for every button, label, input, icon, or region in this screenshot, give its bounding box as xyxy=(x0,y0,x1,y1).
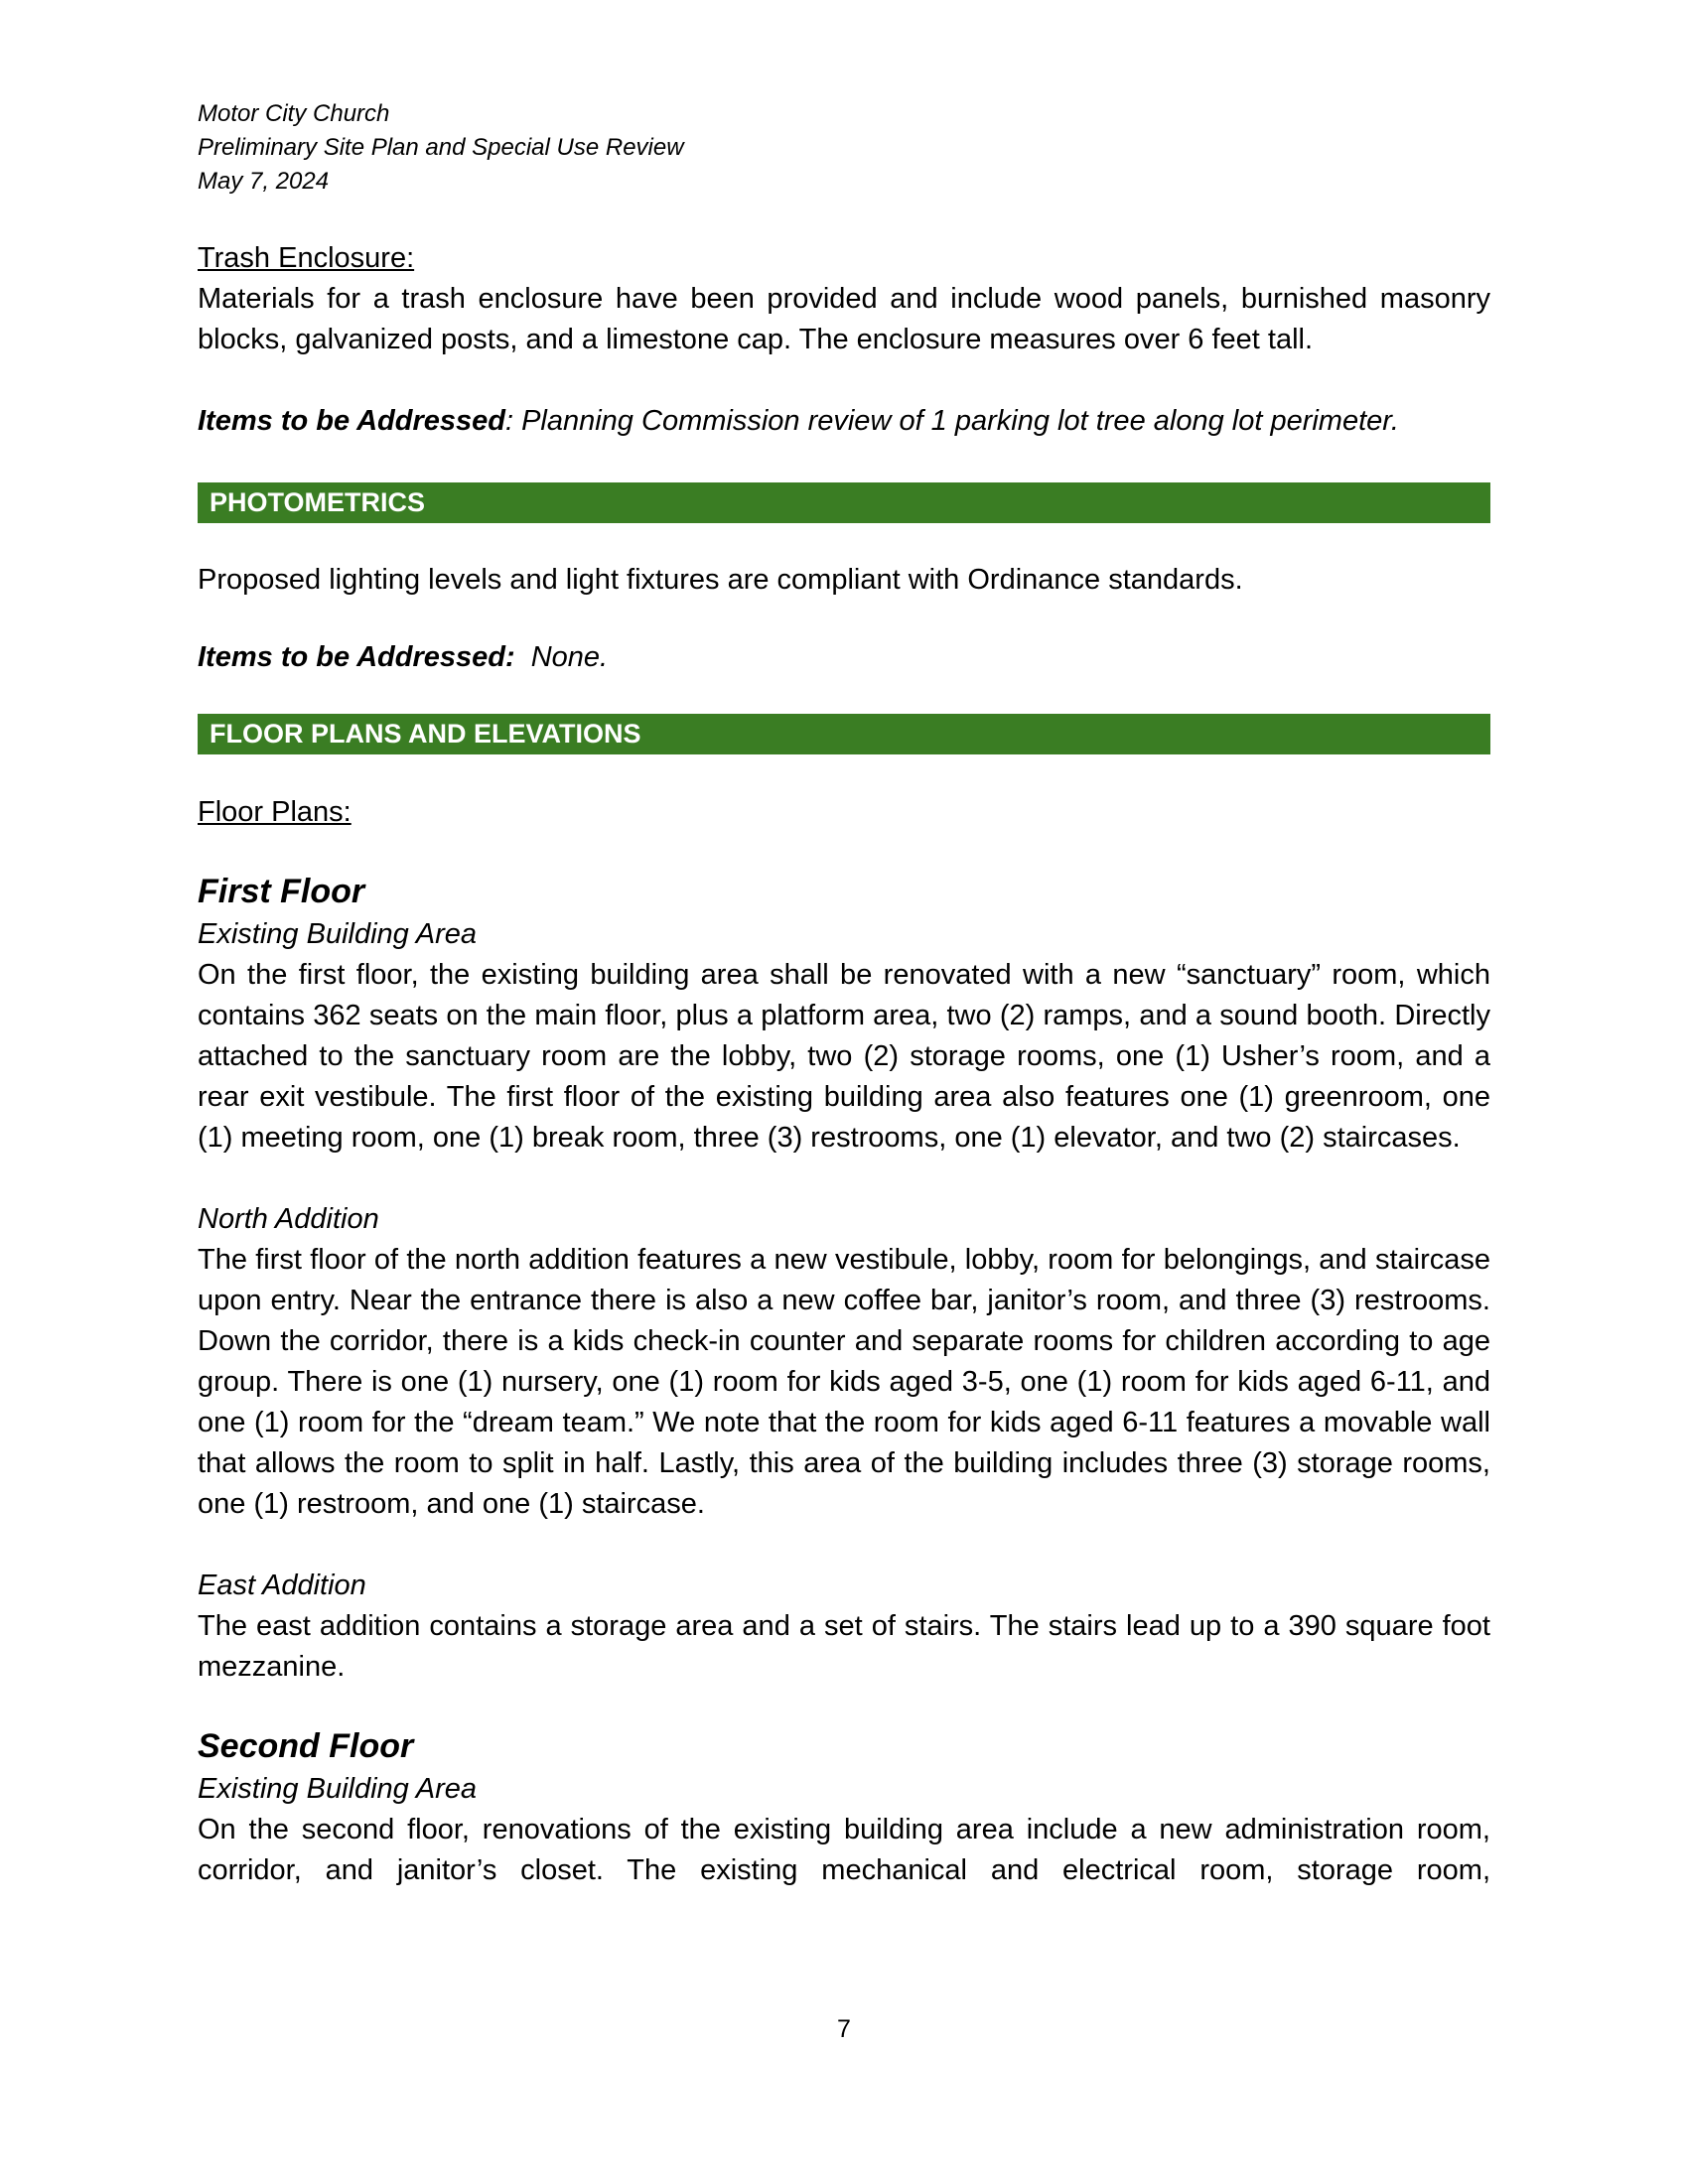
header-date: May 7, 2024 xyxy=(198,168,330,195)
header-org: Motor City Church xyxy=(198,100,390,127)
second-floor-existing-body: On the second floor, renovations of the existing building area include a new administration room, corridor, and janitor’s closet. The existing mechanical and electrical room, storage room, xyxy=(198,1814,1490,1886)
floor-plans-subheading: Floor Plans: xyxy=(198,796,352,828)
first-floor-existing-label: Existing Building Area xyxy=(198,918,478,950)
items-text: None. xyxy=(514,641,609,673)
north-addition-body: The first floor of the north addition features a new vestibule, lobby, room for belongings, and staircase upon entry. Near the entrance there is also a new coffee bar, janitor’s room, and three (3) restrooms. Down the corridor, there is a kids check-in counter and separate rooms for children according to age group. There is one (1) nursery, one (1) room for kids aged 3-5, one (1) room for kids aged 6-11, and one (1) room for the “dream team.” We note that the room for kids aged 6-11 features a movable wall that allows the room to split in half. Lastly, this area of the building includes three (3) storage rooms, one (1) restroom, and one (1) staircase. xyxy=(198,1244,1490,1520)
photometrics-items-to-address xyxy=(198,637,1490,678)
running-header xyxy=(198,97,1490,199)
header-title: Preliminary Site Plan and Special Use Review xyxy=(198,134,684,161)
section-bar-floor-plans: FLOOR PLANS AND ELEVATIONS xyxy=(198,714,1490,754)
trash-enclosure-heading: Trash Enclosure: xyxy=(198,242,415,274)
first-floor-heading: First Floor xyxy=(198,873,365,910)
page-number: 7 xyxy=(837,2015,851,2043)
items-label: Items to be Addressed: xyxy=(198,641,515,673)
page-content xyxy=(198,97,1490,1891)
trash-items-to-address xyxy=(198,401,1490,442)
north-addition-label: North Addition xyxy=(198,1203,379,1235)
section-bar-photometrics: PHOTOMETRICS xyxy=(198,482,1490,523)
items-label: Items to be Addressed xyxy=(198,405,505,437)
east-addition-body: The east addition contains a storage area and a set of stairs. The stairs lead up to a 390 square foot mezzanine. xyxy=(198,1610,1490,1683)
trash-enclosure-body: Materials for a trash enclosure have been provided and include wood panels, burnished masonry blocks, galvanized posts, and a limestone cap. The enclosure measures over 6 feet tall. xyxy=(198,283,1490,355)
first-floor-existing-body: On the first floor, the existing building area shall be renovated with a new “sanctuary” room, which contains 362 seats on the main floor, plus a platform area, two (2) ramps, and a sound booth. Directly attached to the sanctuary room are the lobby, two (2) storage rooms, one (1) Usher’s room, and a rear exit vestibule. The first floor of the existing building area also features one (1) greenroom, one (1) meeting room, one (1) break room, three (3) restrooms, one (1) elevator, and two (2) staircases. xyxy=(198,959,1490,1154)
east-addition-label: East Addition xyxy=(198,1570,366,1601)
items-text: : Planning Commission review of 1 parking lot tree along lot perimeter. xyxy=(504,405,1399,437)
second-floor-heading: Second Floor xyxy=(198,1727,414,1765)
photometrics-body: Proposed lighting levels and light fixtures are compliant with Ordinance standards. xyxy=(198,564,1243,596)
second-floor-existing-label: Existing Building Area xyxy=(198,1773,478,1805)
